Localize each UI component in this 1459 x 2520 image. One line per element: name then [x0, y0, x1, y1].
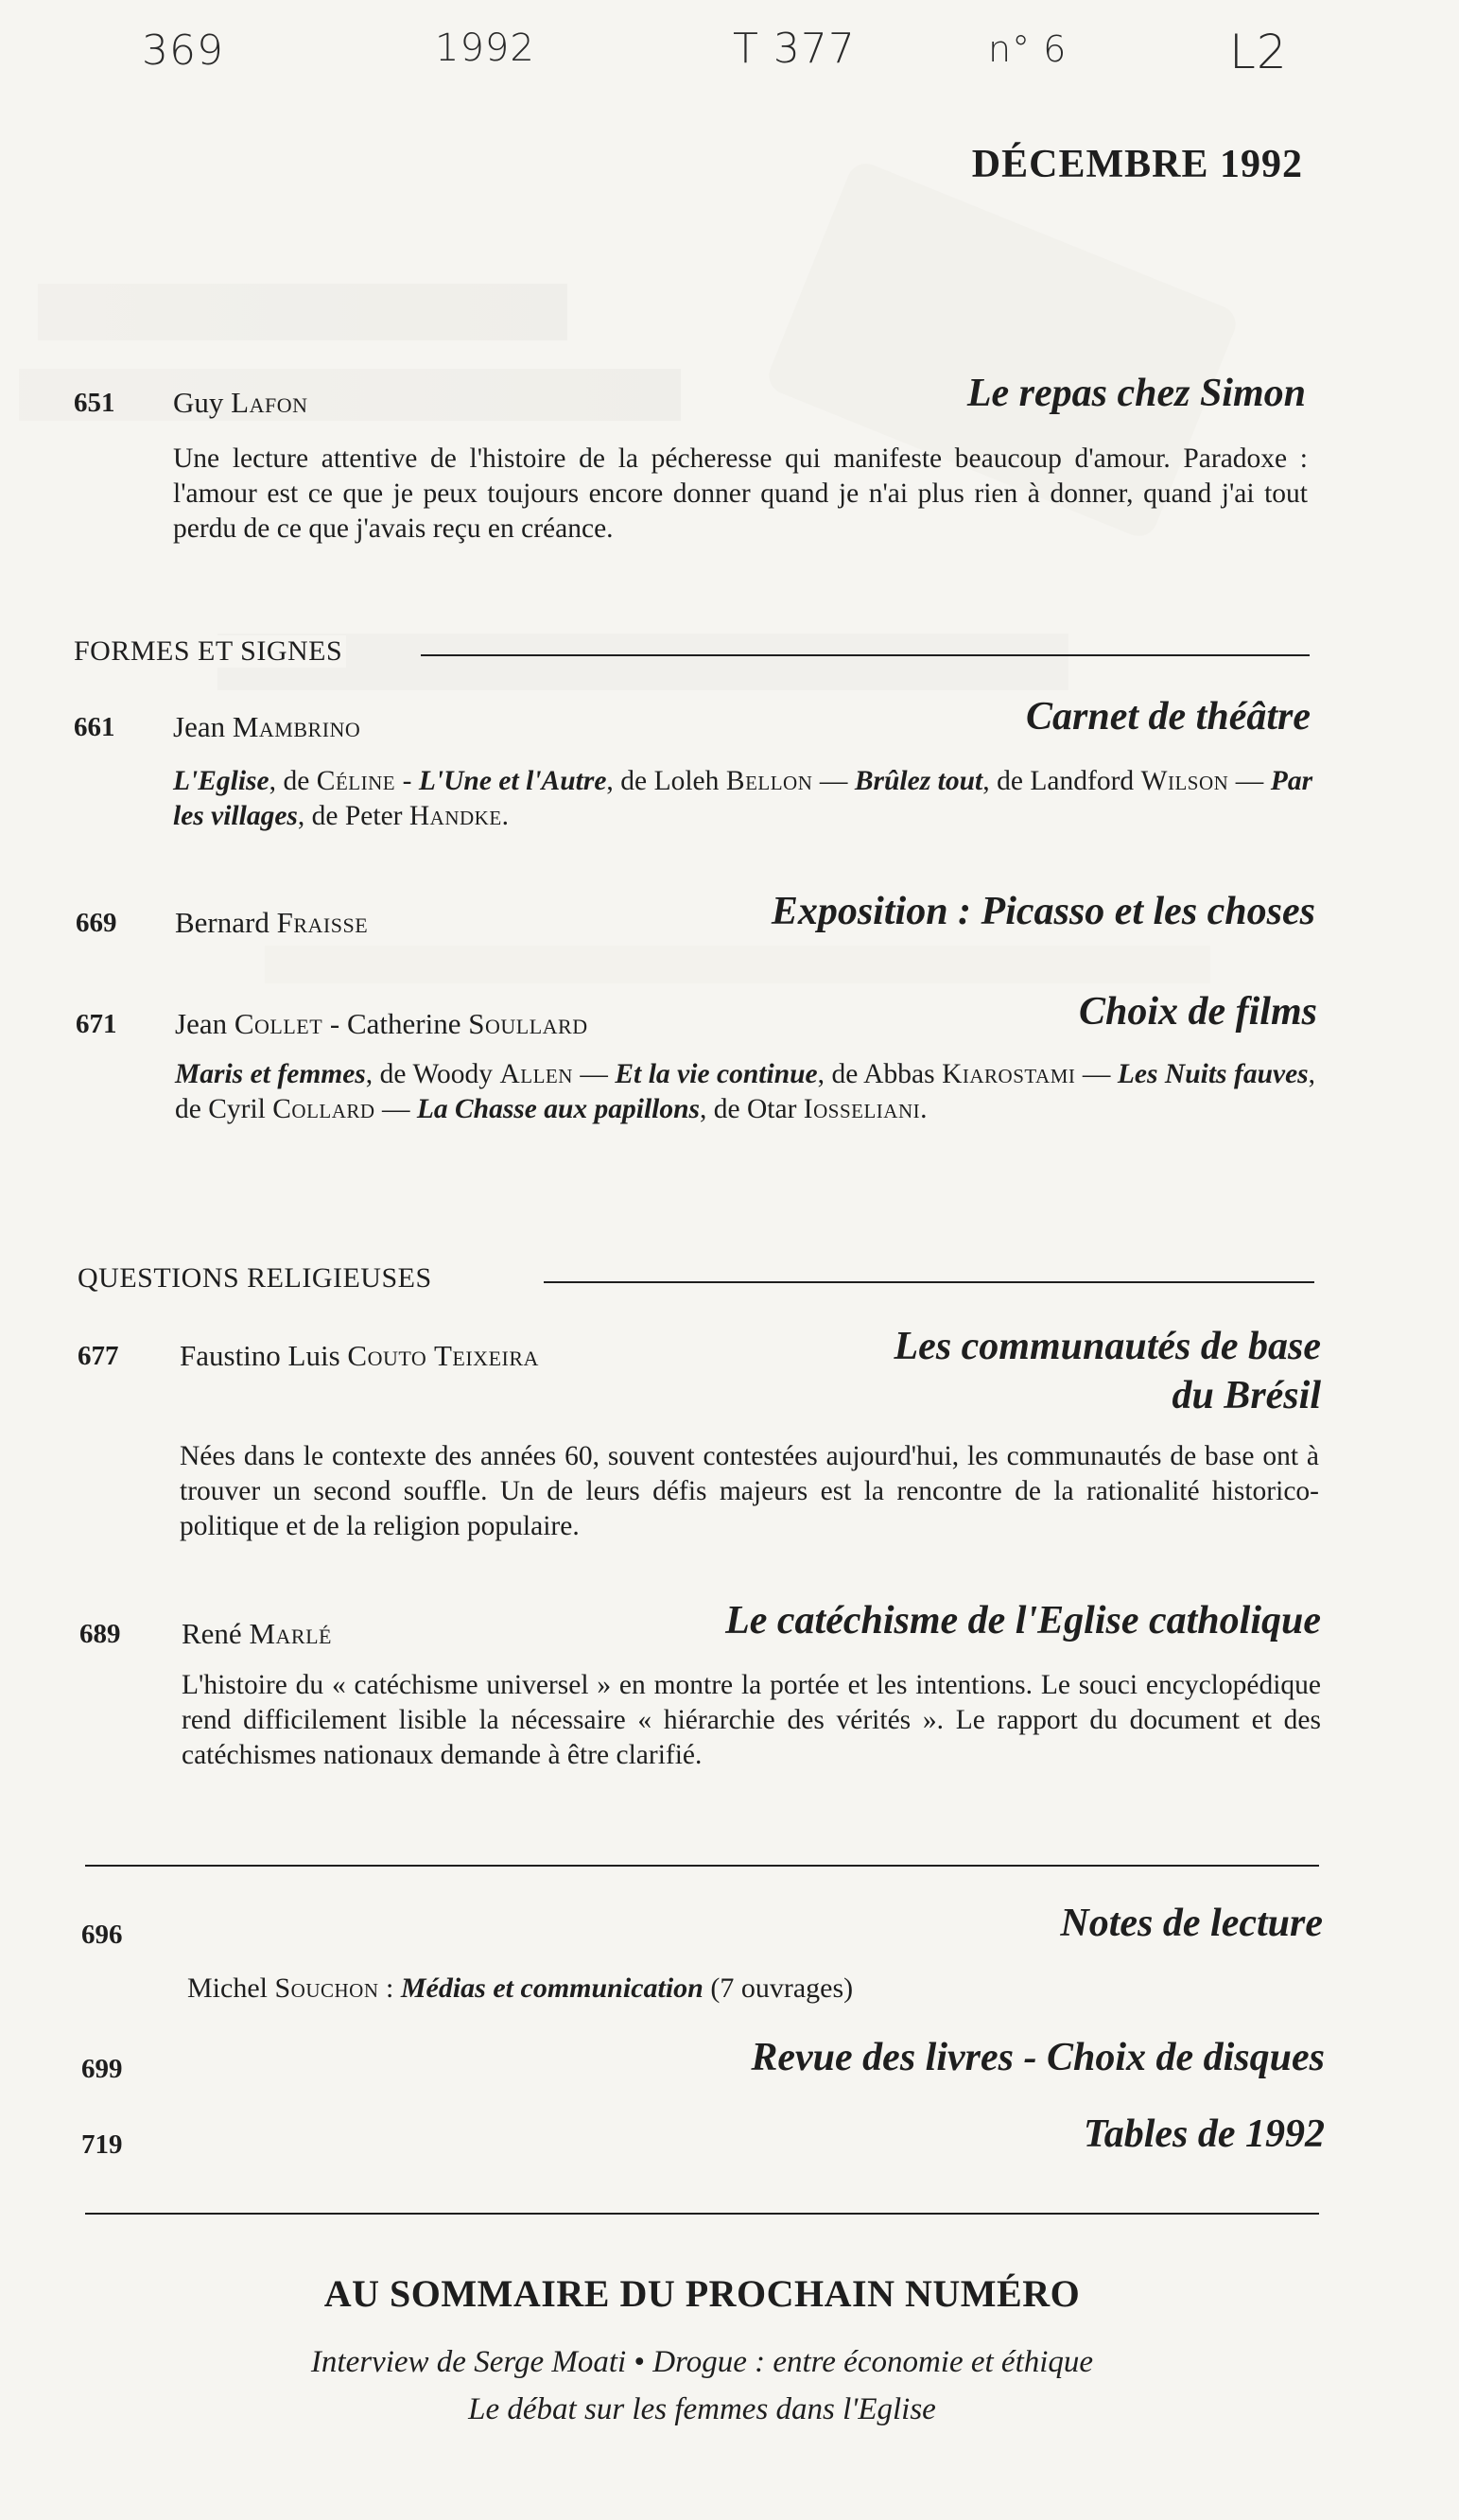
page-number: 651	[74, 388, 115, 418]
author-first-name: Guy	[173, 386, 224, 419]
entry-summary: Une lecture attentive de l'histoire de la pécheresse qui manifeste beaucoup d'amour. Paradoxe : l'amour est ce que je peux toujours encore donner quand je n'ai plus rien à donner, quand j'ai tout perdu de ce que j'avais reçu en créance.	[173, 443, 1308, 544]
section-heading: FORMES ET SIGNES	[74, 635, 346, 668]
page-number: 671	[76, 1009, 117, 1039]
author-last-name: Lafon	[231, 386, 308, 419]
page-number: 661	[74, 712, 115, 742]
by-text: , de Landford	[982, 766, 1141, 796]
next-issue-line: Le débat sur les femmes dans l'Eglise	[468, 2392, 936, 2426]
section-heading: QUESTIONS RELIGIEUSES	[78, 1262, 436, 1295]
film-title: Les Nuits fauves	[1117, 1059, 1309, 1089]
handwritten-volume: T 377	[733, 25, 856, 73]
section-rule	[544, 1281, 1314, 1283]
issue-date: DÉCEMBRE 1992	[971, 143, 1303, 186]
separator: —	[374, 1094, 417, 1124]
entry-title[interactable]: Choix de films	[1078, 990, 1317, 1034]
entry-title[interactable]: Revue des livres - Choix de disques	[751, 2036, 1325, 2079]
handwritten-number: 369	[142, 26, 224, 75]
entry-title[interactable]: Le repas chez Simon	[966, 372, 1306, 415]
entry-title[interactable]: Exposition : Picasso et les choses	[771, 890, 1315, 933]
author-last-name: Soullard	[468, 1007, 588, 1040]
entry-title[interactable]	[895, 1322, 1321, 1420]
author-first-name: Jean	[175, 1007, 228, 1040]
handwritten-issue: n° 6	[988, 28, 1068, 70]
divider	[85, 1865, 1319, 1867]
author-last-name: Souchon	[274, 1973, 379, 2004]
play-title: Brûlez tout	[854, 766, 983, 796]
author-first-name: René	[182, 1617, 242, 1650]
period: .	[920, 1094, 928, 1124]
playwright-name: Handke	[408, 801, 502, 831]
page-number: 719	[81, 2129, 123, 2160]
director-name: Iosseliani	[803, 1094, 921, 1124]
author-first-name: Catherine	[347, 1007, 461, 1040]
playwright-name: Céline	[316, 766, 396, 796]
work-count: (7 ouvrages)	[703, 1973, 854, 2004]
director-name: Collard	[272, 1094, 375, 1124]
by-text: , de	[269, 766, 317, 796]
author-first-name: Jean	[173, 710, 226, 743]
next-issue-line	[85, 2345, 1319, 2380]
entry-author	[187, 1973, 853, 2005]
playwright-name: Bellon	[725, 766, 813, 796]
author-last-name: Collet	[234, 1007, 323, 1040]
separator: —	[1228, 766, 1271, 796]
by-text: , de Cyril	[175, 1059, 1316, 1124]
director-name: Allen	[499, 1059, 573, 1089]
page-number: 699	[81, 2054, 123, 2084]
author-first-name: Michel	[187, 1973, 268, 2004]
entry-title[interactable]: Carnet de théâtre	[1026, 695, 1311, 739]
author-first-name: Faustino Luis	[180, 1339, 340, 1372]
entry-summary: Nées dans le contexte des années 60, souvent contestées aujourd'hui, les communautés de base ont à trouver un second souffle. Un de leurs défis majeurs est la rencontre de la rationalité historico-politique et de la religion populaire.	[180, 1441, 1319, 1541]
film-title: Maris et femmes	[175, 1059, 366, 1089]
entry-summary: L'histoire du « catéchisme universel » en montre la portée et les intentions. Le souci encyclopédique rend difficilement lisible la nécessaire « hiérarchie des vérités ». Le rapport du document et des catéchismes nationaux demande à être clarifié.	[182, 1670, 1321, 1770]
author-last-name: Marlé	[249, 1617, 332, 1650]
page-number: 689	[79, 1619, 121, 1649]
playwright-name: Wilson	[1140, 766, 1229, 796]
entry-author	[173, 710, 360, 744]
play-title: L'Eglise	[173, 766, 269, 796]
by-text: , de Peter	[297, 801, 409, 831]
next-issue-item: Interview de Serge Moati	[310, 2345, 627, 2379]
film-title: Et la vie continue	[615, 1059, 818, 1089]
entry-author	[180, 1339, 539, 1373]
separator: -	[395, 766, 419, 796]
by-text: , de Loleh	[606, 766, 726, 796]
page-number: 696	[81, 1920, 123, 1950]
reviewed-work: Médias et communication	[400, 1973, 703, 2004]
author-first-name: Bernard	[175, 906, 269, 939]
entry-title-line: Les communautés de base	[894, 1325, 1321, 1368]
divider	[85, 2213, 1319, 2215]
next-issue-heading: AU SOMMAIRE DU PROCHAIN NUMÉRO	[323, 2272, 1081, 2315]
by-text: , de Woody	[365, 1059, 500, 1089]
next-issue-item: Drogue : entre économie et éthique	[652, 2345, 1094, 2379]
section-rule	[421, 654, 1310, 656]
play-title: Par les villages	[173, 766, 1313, 831]
author-last-name: Mambrino	[232, 710, 361, 743]
separator: —	[812, 766, 855, 796]
entry-summary	[173, 764, 1312, 834]
entry-author	[173, 386, 307, 420]
entry-author	[175, 1007, 588, 1041]
separator: —	[1075, 1059, 1118, 1089]
separator: -	[322, 1007, 347, 1040]
entry-author	[175, 906, 368, 940]
play-title: L'Une et l'Autre	[418, 766, 607, 796]
handwritten-code: L2	[1229, 25, 1288, 79]
page-number: 677	[78, 1341, 119, 1371]
entry-title[interactable]: Notes de lecture	[1060, 1902, 1323, 1945]
separator: :	[378, 1973, 401, 2004]
separator: —	[572, 1059, 616, 1089]
bullet-icon: •	[634, 2345, 645, 2379]
entry-title[interactable]: Tables de 1992	[1083, 2112, 1325, 2156]
author-last-name: Couto Teixeira	[347, 1339, 539, 1372]
entry-title[interactable]: Le catéchisme de l'Eglise catholique	[725, 1599, 1321, 1642]
entry-title-line: du Brésil	[1172, 1374, 1321, 1417]
by-text: , de Abbas	[817, 1059, 943, 1089]
page-number: 669	[76, 908, 117, 938]
author-last-name: Fraisse	[276, 906, 369, 939]
handwritten-year: 1992	[435, 26, 535, 70]
entry-summary	[175, 1057, 1315, 1127]
entry-author	[182, 1617, 332, 1651]
director-name: Kiarostami	[942, 1059, 1076, 1089]
period: .	[501, 801, 510, 831]
by-text: , de Otar	[700, 1094, 804, 1124]
film-title: La Chasse aux papillons	[416, 1094, 701, 1124]
